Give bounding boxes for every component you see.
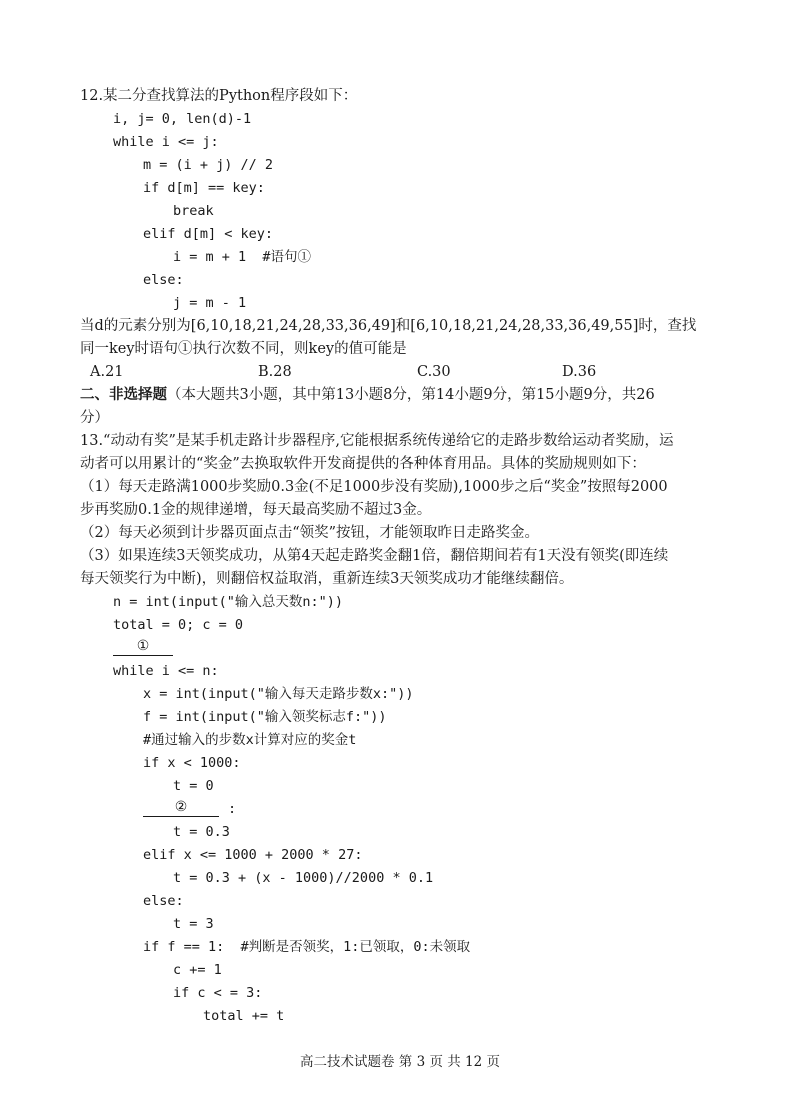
code-line: i, j= 0, len(d)-1 <box>113 111 252 127</box>
option-a: A.21 <box>90 364 124 380</box>
code-line: t = 0 <box>173 778 214 794</box>
code-line: if x < 1000: <box>143 755 241 771</box>
code-line: else: <box>143 893 184 909</box>
code-line: n = int(input("输入总天数n:")) <box>113 594 344 610</box>
section2-header <box>80 385 655 405</box>
code-line: if d[m] == key: <box>143 180 265 196</box>
code-line: f = int(input("输入领奖标志f:")) <box>143 709 387 725</box>
section2-desc-cont: 分） <box>80 410 109 426</box>
code-line: t = 0.3 + (x - 1000)//2000 * 0.1 <box>173 870 434 886</box>
code-line: : <box>228 801 237 817</box>
code-line: x = int(input("输入每天走路步数x:")) <box>143 686 414 702</box>
section2-desc: （本大题共3小题，其中第13小题8分，第14小题9分，第15小题9分，共26 <box>167 387 655 403</box>
code-line: i = m + 1 #语句① <box>173 249 312 265</box>
q12-stem: 12.某二分查找算法的Python程序段如下： <box>80 88 358 104</box>
section2-title: 二、非选择题 <box>80 386 167 403</box>
code-line: else: <box>143 272 184 288</box>
code-line: c += 1 <box>173 962 222 978</box>
option-d: D.36 <box>562 364 597 380</box>
blank-2: ② <box>143 798 219 817</box>
code-line: while i <= j: <box>113 134 219 150</box>
code-line: if f == 1: #判断是否领奖，1:已领取，0:未领取 <box>143 939 471 955</box>
code-line: total += t <box>203 1008 285 1024</box>
q13-intro-line2: 动者可以用累计的“奖金”去换取软件开发商提供的各种体育用品。具体的奖励规则如下： <box>80 456 646 472</box>
q13-rule3-line1: （3）如果连续3天领奖成功，从第4天起走路奖金翻1倍，翻倍期间若有1天没有领奖(即连续 <box>80 548 669 564</box>
code-line: m = (i + j) // 2 <box>143 157 274 173</box>
q12-question-line2: 同一key时语句①执行次数不同，则key的值可能是 <box>80 341 407 357</box>
q13-intro-line1: 13.“动动有奖”是某手机走路计步器程序,它能根据系统传递给它的走路步数给运动者奖励，运 <box>80 433 674 449</box>
code-line: t = 0.3 <box>173 824 230 840</box>
code-line: elif d[m] < key: <box>143 226 274 242</box>
code-line: elif x <= 1000 + 2000 * 27: <box>143 847 363 863</box>
option-c: C.30 <box>417 364 451 380</box>
q13-rule1-line2: 步再奖励0.1金的规律递增，每天最高奖励不超过3金。 <box>80 502 432 518</box>
q13-rule2: （2）每天必须到计步器页面点击“领奖”按钮，才能领取昨日走路奖金。 <box>80 525 540 541</box>
code-line: if c < = 3: <box>173 985 263 1001</box>
code-line: total = 0; c = 0 <box>113 617 244 633</box>
code-line: t = 3 <box>173 916 214 932</box>
q13-rule3-line2: 每天领奖行为中断)，则翻倍权益取消，重新连续3天领奖成功才能继续翻倍。 <box>80 571 574 587</box>
code-line: #通过输入的步数x计算对应的奖金t <box>143 732 357 748</box>
q12-question-line1: 当d的元素分别为[6,10,18,21,24,28,33,36,49]和[6,10,18,21,24,28,33,36,49,55]时，查找 <box>80 318 697 334</box>
option-b: B.28 <box>258 364 292 380</box>
page-footer: 高二技术试题卷 第 3 页 共 12 页 <box>299 1054 500 1070</box>
blank-1: ① <box>113 637 173 656</box>
q13-rule1-line1: （1）每天走路满1000步奖励0.3金(不足1000步没有奖励),1000步之后“奖金”按照每2000 <box>80 479 668 495</box>
code-line: break <box>173 203 214 219</box>
code-line: j = m - 1 <box>173 295 247 311</box>
code-line: while i <= n: <box>113 663 219 679</box>
